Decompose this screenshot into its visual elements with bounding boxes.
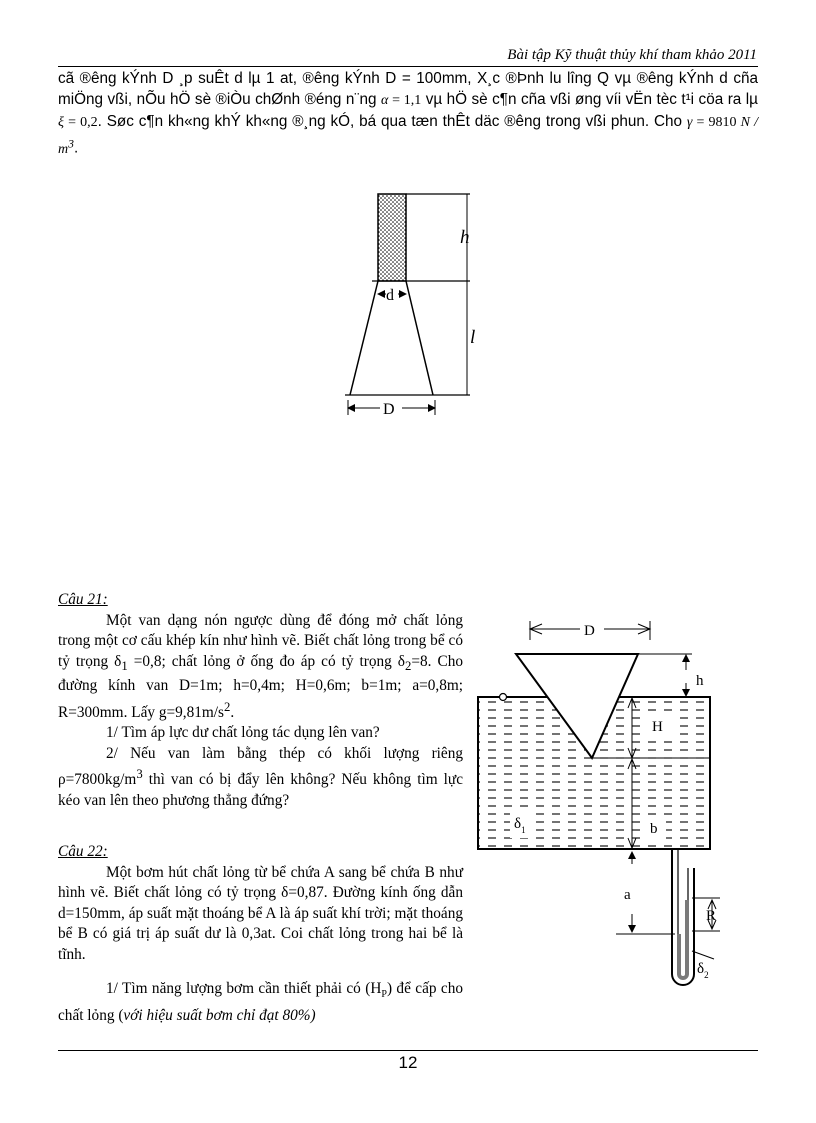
- gamma-unit: N / m: [58, 115, 758, 157]
- q21-sup-2: 2: [223, 699, 231, 714]
- q22-paragraph-2: [58, 979, 463, 1026]
- q21-paragraph-1: [58, 611, 463, 724]
- q21-text-d: .: [230, 703, 235, 721]
- gamma-value: = 9810: [692, 115, 737, 130]
- xi-symbol: ξ: [58, 115, 64, 130]
- alpha-value: = 1,1: [388, 93, 422, 108]
- label-b: b: [650, 821, 658, 837]
- q21-sub-2: 2: [405, 658, 412, 673]
- gamma-exponent: 3: [68, 137, 74, 150]
- valve-tank-figure: [470, 618, 720, 993]
- q21-text-a: Một van dạng nón ngược dùng để đóng mở chất lỏng trong một cơ cấu khép kín như hình vẽ. Biết chất lỏng trong bể có tỷ trọng δ: [58, 611, 463, 670]
- q22-text-b: ) để cấp cho chất lỏng (: [58, 980, 463, 1024]
- question-22: [58, 842, 463, 1026]
- label-d: d: [386, 287, 394, 304]
- q22-text-a: 1/ Tìm năng lượng bơm cần thiết phải có (H: [106, 980, 382, 997]
- label-D: D: [584, 623, 595, 639]
- label-h: h: [460, 227, 470, 248]
- q21-paragraph-2: 1/ Tìm áp lực dư chất lỏng tác dụng lên van?: [106, 724, 380, 742]
- delta1-subscript: 1: [521, 825, 526, 835]
- intro-text-4: .: [73, 139, 79, 157]
- label-l: l: [470, 327, 476, 348]
- xi-formula: [58, 115, 98, 130]
- manometer-liquid: [679, 900, 687, 978]
- tank-vent: [500, 694, 507, 701]
- xi-value: = 0,2: [64, 115, 98, 130]
- q21-text-e: 2/ Nếu van làm bằng thép có khối lượng riêng ρ=7800kg/m: [58, 744, 463, 789]
- alpha-formula: [381, 93, 421, 108]
- delta1-symbol: δ: [514, 816, 522, 832]
- label-H: H: [652, 719, 663, 735]
- footer-rule: [58, 1050, 758, 1051]
- alpha-symbol: α: [381, 93, 389, 108]
- q21-text-f: thì van có bị đẩy lên không? Nếu không tìm lực kéo van lên theo phương thẳng đứng?: [58, 771, 463, 809]
- q22-text-italic: với hiệu suất bơm chỉ đạt 80%): [123, 1006, 316, 1024]
- label-R: R: [705, 908, 716, 924]
- q22-paragraph-1: Một bơm hút chất lỏng từ bể chứa A sang bể chứa B như hình vẽ. Biết chất lỏng có tỷ trọng δ=0,87. Đường kính ống dẫn d=150mm, áp suất mặt thoáng bể A là áp suất khí trời; mặt thoáng bể B có giá trị áp suất dư là 0,3at. Coi chất lỏng trong hai bể là tĩnh.: [58, 863, 463, 963]
- q21-sup-3: 3: [136, 767, 143, 782]
- page-number: 12: [398, 1053, 418, 1072]
- gamma-symbol: γ: [686, 115, 693, 130]
- running-header: Bài tập Kỹ thuật thủy khí tham khảo 2011: [507, 47, 757, 63]
- nozzle-figure: [320, 185, 490, 420]
- nozzle-left-wall: [350, 281, 378, 395]
- label-D: D: [383, 401, 395, 418]
- intro-text-1: cã ®êng kÝnh D ¸p suÊt d lµ 1 at, ®êng kÝnh D = 100mm, X¸c ®Þnh lu lîng Q vµ ®êng kÝnh d cña miÖng vßi, nÕu hÖ sè ®iÒu chØnh ®éng n¨ng: [58, 70, 758, 108]
- intro-text-2: vµ hÖ sè c¶n cña vßi øng víi vËn tèc t¹i cöa ra lµ: [421, 91, 758, 108]
- nozzle-right-wall: [406, 281, 433, 395]
- question-21: [58, 590, 463, 811]
- header-rule: [58, 66, 758, 67]
- intro-text-3: . Søc c¶n kh«ng khÝ kh«ng ®¸ng kÓ, bá qua tæn thÊt däc ®êng trong vßi phun. Cho: [97, 113, 687, 130]
- label-h: h: [696, 673, 704, 689]
- q21-title: Câu 21:: [58, 591, 108, 608]
- manometer-u-tube: [672, 849, 694, 985]
- label-a: a: [624, 887, 631, 903]
- q21-text-c: =8. Cho đường kính van D=1m; h=0,4m; H=0,6m; b=1m; a=0,8m; R=300mm. Lấy g=9,81m/s: [58, 652, 463, 721]
- delta2-leader: [692, 951, 714, 959]
- delta2-subscript: 2: [704, 970, 709, 980]
- intro-paragraph: [58, 68, 758, 160]
- q21-paragraph-3: [58, 744, 463, 812]
- q22-sub-p: P: [381, 989, 387, 1001]
- delta2-symbol: δ: [697, 961, 705, 977]
- water-jet: [378, 194, 406, 281]
- q21-text-b: =0,8; chất lỏng ở ống đo áp có tỷ trọng δ: [127, 652, 406, 670]
- label-delta2: [697, 961, 709, 980]
- q22-title: Câu 22:: [58, 843, 108, 860]
- q21-sub-1: 1: [121, 658, 128, 673]
